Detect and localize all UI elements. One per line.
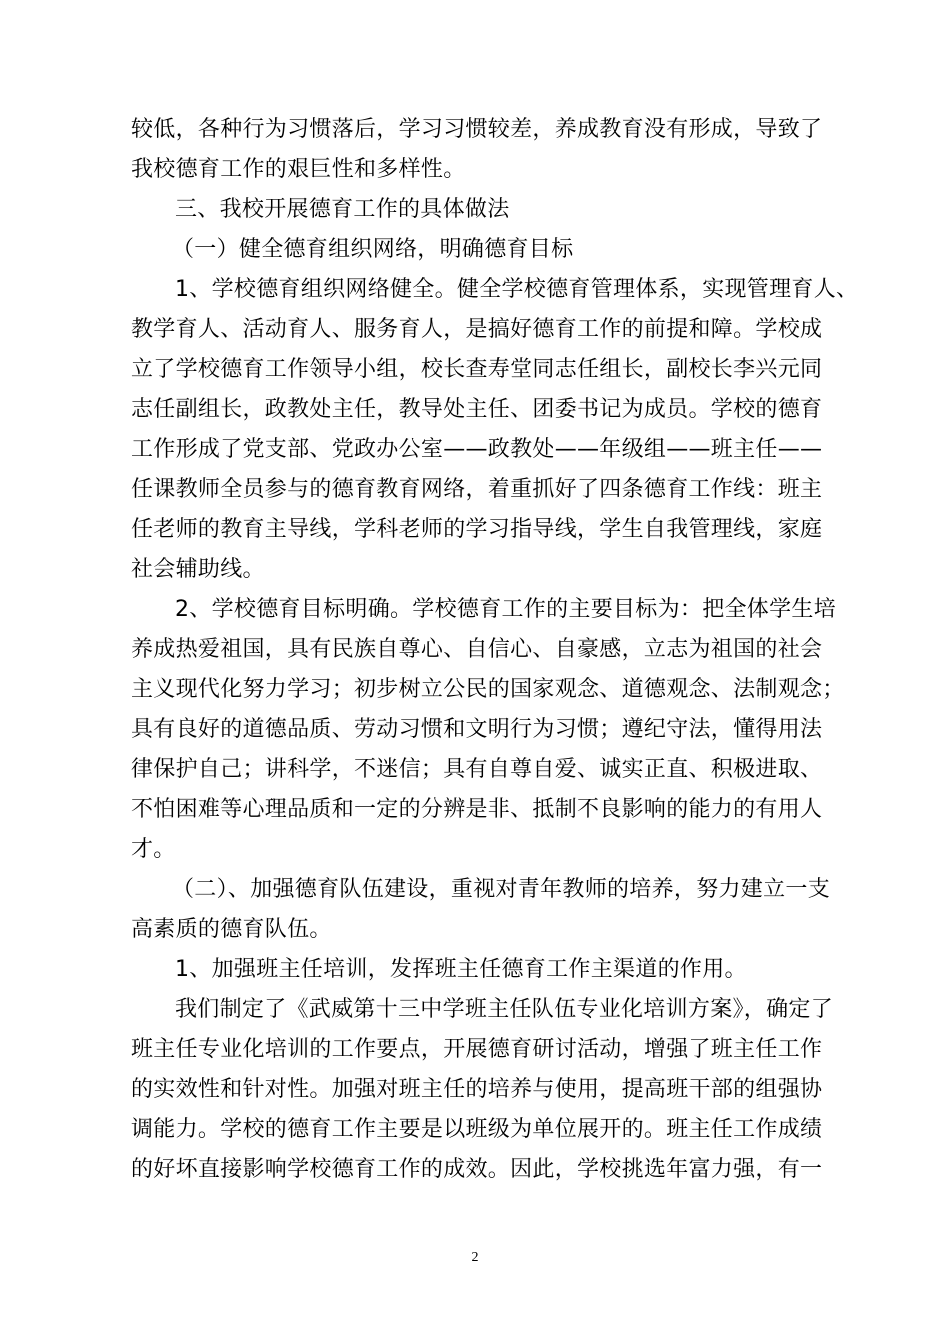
text-line: 调能力。学校的德育工作主要是以班级为单位展开的。班主任工作成绩	[131, 1117, 823, 1142]
text-line: 教学育人、活动育人、服务育人，是搞好德育工作的前提和障。学校成	[131, 317, 823, 342]
text-line: 才。	[131, 837, 176, 862]
text-line: 班主任专业化培训的工作要点，开展德育研讨活动，增强了班主任工作	[131, 1037, 823, 1062]
text-line: 的实效性和针对性。加强对班主任的培养与使用，提高班干部的组强协	[131, 1077, 823, 1102]
subsection-heading: （一）健全德育组织网络，明确德育目标	[172, 237, 574, 262]
text-line: 较低，各种行为习惯落后，学习习惯较差，养成教育没有形成，导致了	[131, 117, 823, 142]
text-line: 工作形成了党支部、党政办公室——政教处——年级组——班主任——	[131, 437, 823, 462]
subsection-heading: （二）、加强德育队伍建设，重视对青年教师的培养，努力建立一支	[172, 877, 831, 902]
section-heading: 三、我校开展德育工作的具体做法	[175, 197, 510, 222]
text-line: 1、学校德育组织网络健全。健全学校德育管理体系，实现管理育人、	[175, 277, 859, 302]
subsection-heading: 高素质的德育队伍。	[131, 917, 332, 942]
text-line: 主义现代化努力学习；初步树立公民的国家观念、道德观念、法制观念；	[131, 677, 845, 702]
text-line: 养成热爱祖国，具有民族自尊心、自信心、自豪感，立志为祖国的社会	[131, 637, 823, 662]
text-line: 我们制定了《武威第十三中学班主任队伍专业化培训方案》，确定了	[175, 997, 834, 1022]
text-line: 具有良好的道德品质、劳动习惯和文明行为习惯；遵纪守法，懂得用法	[131, 717, 823, 742]
text-line: 的好坏直接影响学校德育工作的成效。因此，学校挑选年富力强，有一	[131, 1157, 823, 1182]
text-line: 1、加强班主任培训，发挥班主任德育工作主渠道的作用。	[175, 957, 747, 982]
text-line: 我校德育工作的艰巨性和多样性。	[131, 157, 466, 182]
page-number: 2	[471, 1250, 479, 1265]
text-line: 志任副组长，政教处主任，教导处主任、团委书记为成员。学校的德育	[131, 397, 823, 422]
text-line: 社会辅助线。	[131, 557, 265, 582]
text-line: 不怕困难等心理品质和一定的分辨是非、抵制不良影响的能力的有用人	[131, 797, 823, 822]
text-line: 任老师的教育主导线，学科老师的学习指导线，学生自我管理线，家庭	[131, 517, 823, 542]
text-line: 立了学校德育工作领导小组，校长查寿堂同志任组长，副校长李兴元同	[131, 357, 823, 382]
text-line: 任课教师全员参与的德育教育网络，着重抓好了四条德育工作线：班主	[131, 477, 823, 502]
text-line: 2、学校德育目标明确。学校德育工作的主要目标为：把全体学生培	[175, 597, 836, 622]
text-line: 律保护自己；讲科学，不迷信；具有自尊自爱、诚实正直、积极进取、	[131, 757, 823, 782]
